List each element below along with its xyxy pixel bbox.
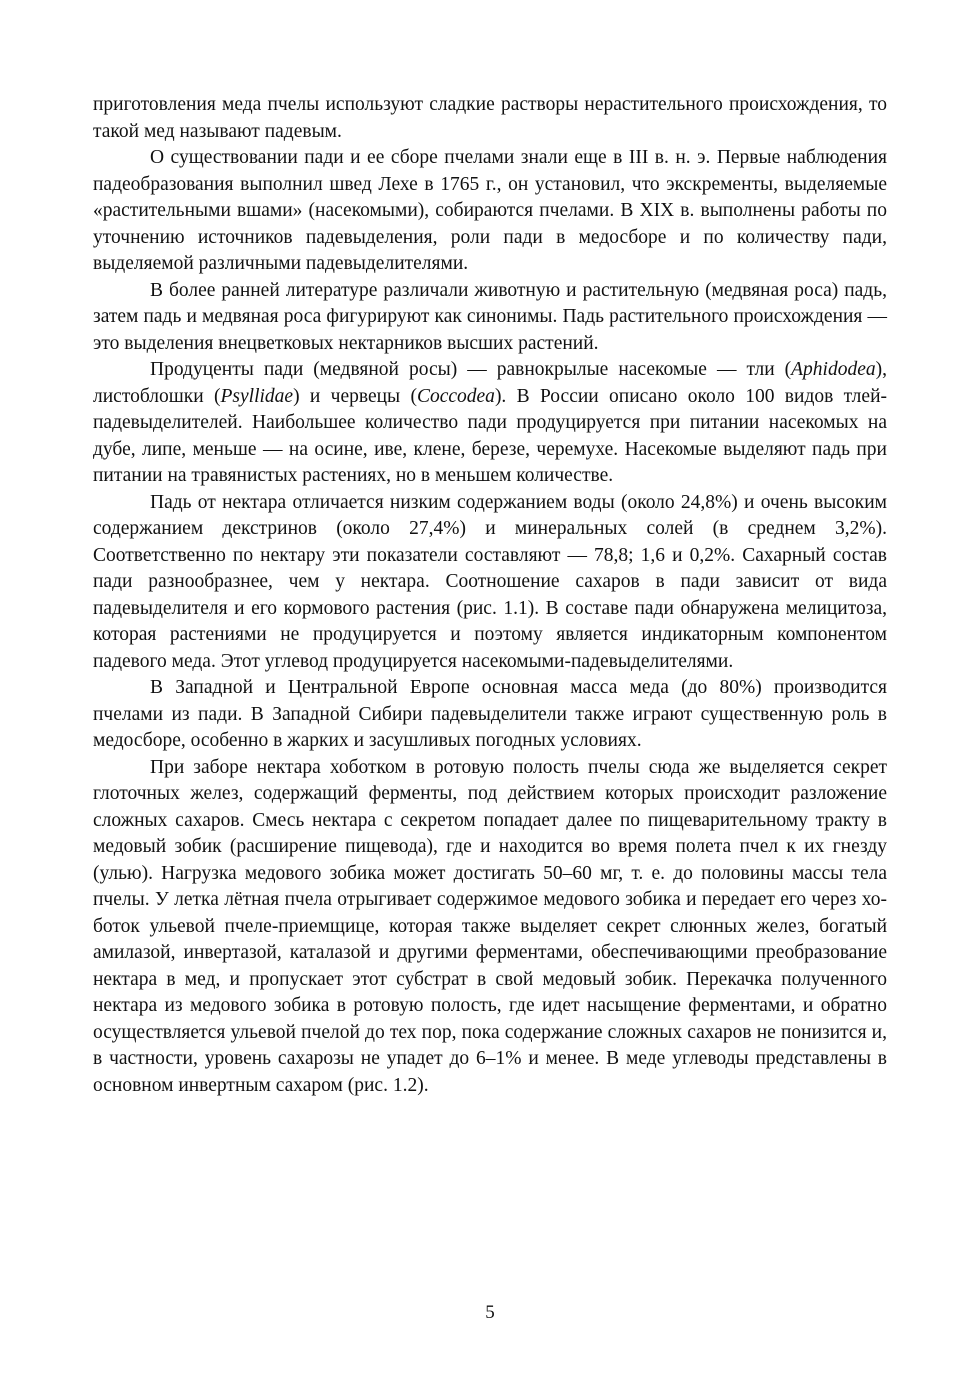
- text-fragment: ) и червецы (: [293, 385, 417, 407]
- paragraph-honeydew-types: В более ранней литературе различали животную и растительную (медвяная роса) падь, затем падь и медвяная роса фигурируют как синонимы. Падь растительного происхождения — это выделения внецветковых нектарников высших растений.: [93, 279, 887, 354]
- paragraph-europe-siberia: В Западной и Центральной Европе основная масса меда (до 80%) производится пчелами из пади. В Западной Сибири падевыделители также играют существенную роль в медосборе, особенно в жарких и засушливых погодных условиях.: [93, 677, 887, 751]
- document-body: [93, 92, 887, 1099]
- text-fragment: ), листоблошки (: [93, 359, 887, 407]
- text-fragment: Продуценты пади (медвяной росы) — равнокрылые насекомые — тли (: [150, 359, 792, 380]
- paragraph-honeydew-history: О существовании пади и ее сборе пчелами знали еще в III в. н. э. Первые наблюдения падеобразования выполнил швед Лехе в 1765 г., он установил, что экскременты, выделяемые «растительными вшами» (насекомыми), собираются пчелами. В XIX в. выполнены работы по уточнению источников падевыделения, роли пади в медосборе и по количеству пади, выделяемой различными падевыделителями.: [93, 147, 887, 274]
- page-number: 5: [485, 1302, 495, 1323]
- text-fragment: ). В России описано около 100 видов тлей-падевыделителей. Наибольшее количество пади продуцируется при питании насекомых на дубе, липе, меньше — на осине, иве, клене, березе, черемухе. Насекомые выделяют падь при питании на травянистых растениях, но в меньшем количестве.: [93, 385, 888, 486]
- paragraph-nectar-processing: При заборе нектара хоботком в ротовую полость пчелы сюда же выделяется секрет глоточных желез, содержащий ферменты, под действием которых происходит разложение сложных сахаров. Смесь нектара с секретом попадает далее по пищеварительному тракту в медовый зобик (расширение пищевода), где и находится во время полета пчел к их гнезду (улью). Нагрузка медового зобика может достигать 50–60 мг, т. е. до половины массы тела пчелы. У летка лётная пчела отрыгивает содержимое медового зобика и передает его через хоботок ульевой пчеле-приемщице, которая также выделяет секрет слюнных желез, богатый амилазой, инвертазой, каталазой и другими ферментами, обеспечивающими преобразование нектара в мед, и пропускает этот субстрат в свой медовый зобик. Перекачка полученного нектара из медового зобика в ротовую полость, где идет насыщение ферментами, и обратно осуществляется ульевой пчелой до тех пор, пока содержание сложных сахаров не понизится и, в частности, уровень сахарозы не упадет до 6–1% и менее. В меде углеводы представлены в основном инвертным сахаром (рис. 1.2).: [93, 756, 887, 1096]
- paragraph-honeydew-producers: [93, 357, 887, 490]
- latin-name-coccodea: Coccodea: [416, 385, 495, 407]
- paragraph-continued: приготовления меда пчелы используют сладкие растворы нерастительного происхождения, то такой мед называют падевым.: [93, 94, 887, 142]
- paragraph-honeydew-composition: Падь от нектара отличается низким содержанием воды (около 24,8%) и очень высоким содержанием декстринов (около 27,4%) и минеральных солей (в среднем 3,2%). Соответственно по нектару эти показатели составляют — 78,8; 1,6 и 0,2%. Сахарный состав пади разнообразнее, чем у нектара. Соотношение сахаров в пади зависит от вида падевыделителя и его кормового растения (рис. 1.1). В составе пади обнаружена мелицитоза, которая растениями не продуцируется и поэтому является индикаторным компонентом падевого меда. Этот углевод продуцируется насекомыми-падевыделителями.: [93, 491, 887, 672]
- latin-name-aphidodea: Aphidodea: [791, 359, 876, 380]
- latin-name-psyllidae: Psyllidae: [220, 385, 294, 407]
